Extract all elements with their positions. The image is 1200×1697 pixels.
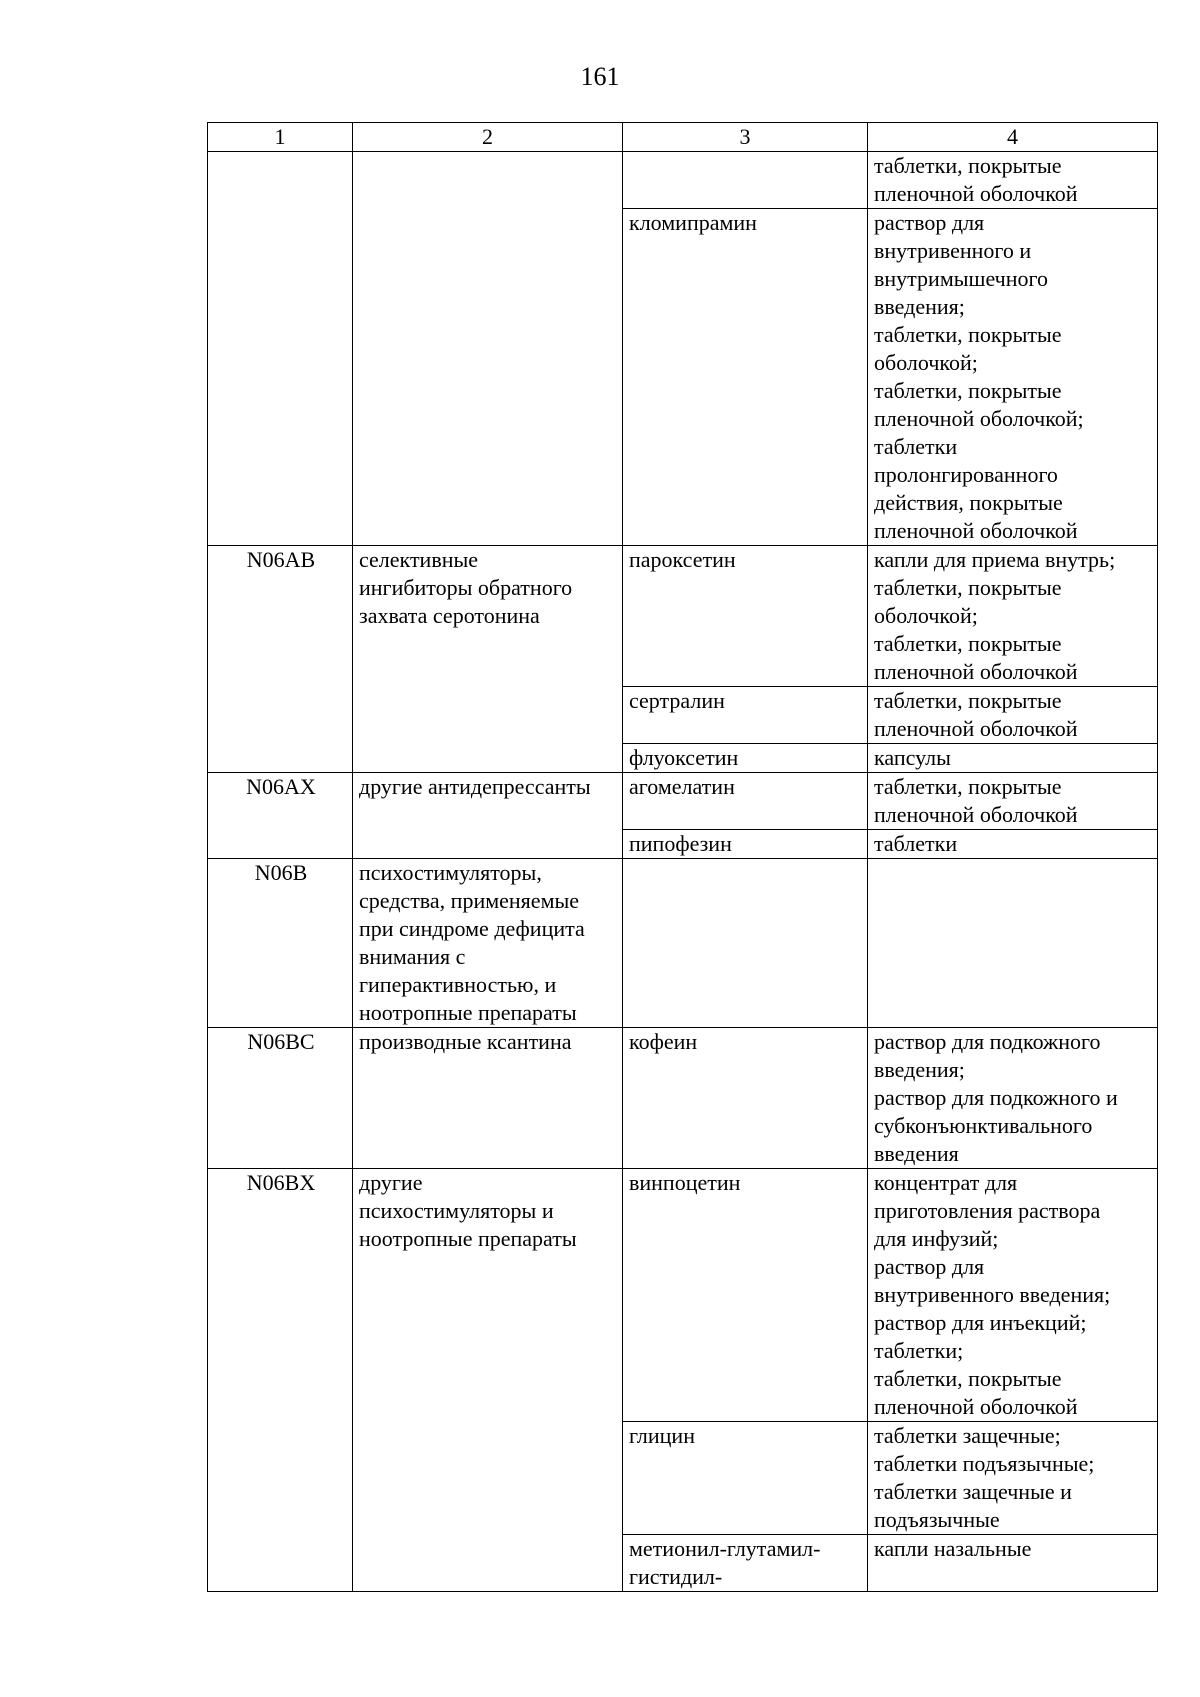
cell-text-line: введения; bbox=[874, 294, 965, 319]
drug-name-cell: агомелатин bbox=[623, 773, 868, 830]
table-row bbox=[208, 773, 1158, 830]
cell-text-line: таблетки, покрытые bbox=[874, 1366, 1062, 1391]
cell-text-line: захвата серотонина bbox=[359, 603, 540, 628]
header-col-4: 4 bbox=[868, 123, 1158, 152]
cell-text-line: пленочной оболочкой bbox=[874, 716, 1078, 741]
table-row bbox=[208, 859, 1158, 1028]
dosage-form-cell bbox=[868, 744, 1158, 773]
cell-text-line: таблетки защечные; bbox=[874, 1423, 1061, 1448]
cell-text-line: внутримышечного bbox=[874, 266, 1048, 291]
cell-text-line: введения; bbox=[874, 1057, 965, 1082]
header-row bbox=[208, 123, 1158, 152]
group-name-cell bbox=[353, 1028, 623, 1169]
cell-text-line: таблетки bbox=[874, 831, 958, 856]
table-row bbox=[208, 152, 1158, 209]
cell-text-line: концентрат для bbox=[874, 1170, 1018, 1195]
cell-text-line: ноотропные препараты bbox=[359, 1226, 577, 1251]
cell-text-line: таблетки, покрытые bbox=[874, 153, 1062, 178]
group-name-cell bbox=[353, 773, 623, 859]
cell-text-line: раствор для подкожного и bbox=[874, 1085, 1118, 1110]
cell-text-line: раствор для bbox=[874, 210, 985, 235]
cell-text-line: пленочной оболочкой bbox=[874, 518, 1078, 543]
cell-text-line: гистидил- bbox=[629, 1564, 723, 1589]
drug-name-cell bbox=[623, 152, 868, 209]
cell-text-line: таблетки, покрытые bbox=[874, 575, 1062, 600]
cell-text-line: действия, покрытые bbox=[874, 490, 1063, 515]
cell-text-line: таблетки подъязычные; bbox=[874, 1451, 1095, 1476]
cell-text-line: оболочкой; bbox=[874, 603, 978, 628]
dosage-form-cell bbox=[868, 687, 1158, 744]
atc-code-cell: N06AB bbox=[208, 546, 353, 773]
cell-text-line: ноотропные препараты bbox=[359, 1000, 577, 1025]
dosage-form-cell bbox=[868, 773, 1158, 830]
cell-text-line: раствор для bbox=[874, 1254, 985, 1279]
table-row bbox=[208, 1028, 1158, 1169]
cell-text-line: подъязычные bbox=[874, 1507, 1000, 1532]
drug-name-cell: глицин bbox=[623, 1422, 868, 1535]
dosage-form-cell bbox=[868, 1535, 1158, 1592]
cell-text-line: таблетки bbox=[874, 434, 958, 459]
group-name-cell bbox=[353, 152, 623, 546]
atc-code-cell: N06AX bbox=[208, 773, 353, 859]
cell-text-line: селективные bbox=[359, 547, 479, 572]
cell-text-line: средства, применяемые bbox=[359, 888, 580, 913]
drug-name-cell: винпоцетин bbox=[623, 1169, 868, 1422]
cell-text-line: при синдроме дефицита bbox=[359, 916, 585, 941]
cell-text-line: ингибиторы обратного bbox=[359, 575, 573, 600]
dosage-form-cell bbox=[868, 546, 1158, 687]
cell-text-line: капли для приема внутрь; bbox=[874, 547, 1116, 572]
cell-text-line: психостимуляторы, bbox=[359, 860, 542, 885]
group-name-cell bbox=[353, 1169, 623, 1592]
dosage-form-cell bbox=[868, 152, 1158, 209]
drug-name-cell: кофеин bbox=[623, 1028, 868, 1169]
cell-text-line: капли назальные bbox=[874, 1536, 1032, 1561]
cell-text-line: таблетки, покрытые bbox=[874, 688, 1062, 713]
drug-name-cell bbox=[623, 1535, 868, 1592]
drug-name-cell: пипофезин bbox=[623, 830, 868, 859]
drug-name-cell: пароксетин bbox=[623, 546, 868, 687]
cell-text-line: гиперактивностью, и bbox=[359, 972, 557, 997]
cell-text-line: психостимуляторы и bbox=[359, 1198, 554, 1223]
atc-code-cell: N06BX bbox=[208, 1169, 353, 1592]
cell-text-line: введения bbox=[874, 1141, 959, 1166]
cell-text-line: таблетки, покрытые bbox=[874, 631, 1062, 656]
cell-text-line: пролонгированного bbox=[874, 462, 1058, 487]
cell-text-line: пленочной оболочкой bbox=[874, 1394, 1078, 1419]
cell-text-line: пленочной оболочкой; bbox=[874, 406, 1084, 431]
dosage-form-cell bbox=[868, 1169, 1158, 1422]
cell-text-line: таблетки, покрытые bbox=[874, 322, 1062, 347]
atc-code-cell: N06B bbox=[208, 859, 353, 1028]
drug-name-cell bbox=[623, 859, 868, 1028]
group-name-cell bbox=[353, 546, 623, 773]
cell-text-line: приготовления раствора bbox=[874, 1198, 1101, 1223]
atc-code-cell bbox=[208, 152, 353, 546]
cell-text-line: таблетки защечные и bbox=[874, 1479, 1072, 1504]
cell-text-line: другие антидепрессанты bbox=[359, 774, 591, 799]
drug-table bbox=[207, 122, 1158, 1592]
dosage-form-cell bbox=[868, 1422, 1158, 1535]
drug-name-cell: кломипрамин bbox=[623, 209, 868, 546]
cell-text-line: пленочной оболочкой bbox=[874, 659, 1078, 684]
cell-text-line: капсулы bbox=[874, 745, 951, 770]
table-row bbox=[208, 546, 1158, 687]
cell-text-line: пленочной оболочкой bbox=[874, 181, 1078, 206]
header-col-3: 3 bbox=[623, 123, 868, 152]
drug-name-cell: сертралин bbox=[623, 687, 868, 744]
cell-text-line: раствор для подкожного bbox=[874, 1029, 1101, 1054]
atc-code-cell: N06BC bbox=[208, 1028, 353, 1169]
cell-text-line: внутривенного введения; bbox=[874, 1282, 1111, 1307]
cell-text-line: оболочкой; bbox=[874, 350, 978, 375]
cell-text-line: для инфузий; bbox=[874, 1226, 999, 1251]
cell-text-line: внутривенного и bbox=[874, 238, 1032, 263]
cell-text-line: другие bbox=[359, 1170, 423, 1195]
dosage-form-cell bbox=[868, 1028, 1158, 1169]
cell-text-line: метионил-глутамил- bbox=[629, 1536, 821, 1561]
table-row bbox=[208, 1169, 1158, 1422]
header-col-1: 1 bbox=[208, 123, 353, 152]
page-number: 161 bbox=[580, 62, 620, 91]
drug-name-cell: флуоксетин bbox=[623, 744, 868, 773]
dosage-form-cell bbox=[868, 830, 1158, 859]
cell-text-line: субконъюнктивального bbox=[874, 1113, 1093, 1138]
cell-text-line: таблетки; bbox=[874, 1338, 964, 1363]
cell-text-line: таблетки, покрытые bbox=[874, 774, 1062, 799]
header-col-2: 2 bbox=[353, 123, 623, 152]
cell-text-line: внимания с bbox=[359, 944, 466, 969]
cell-text-line: производные ксантина bbox=[359, 1029, 572, 1054]
dosage-form-cell bbox=[868, 859, 1158, 1028]
cell-text-line: пленочной оболочкой bbox=[874, 802, 1078, 827]
cell-text-line: раствор для инъекций; bbox=[874, 1310, 1087, 1335]
dosage-form-cell bbox=[868, 209, 1158, 546]
cell-text-line: таблетки, покрытые bbox=[874, 378, 1062, 403]
group-name-cell bbox=[353, 859, 623, 1028]
